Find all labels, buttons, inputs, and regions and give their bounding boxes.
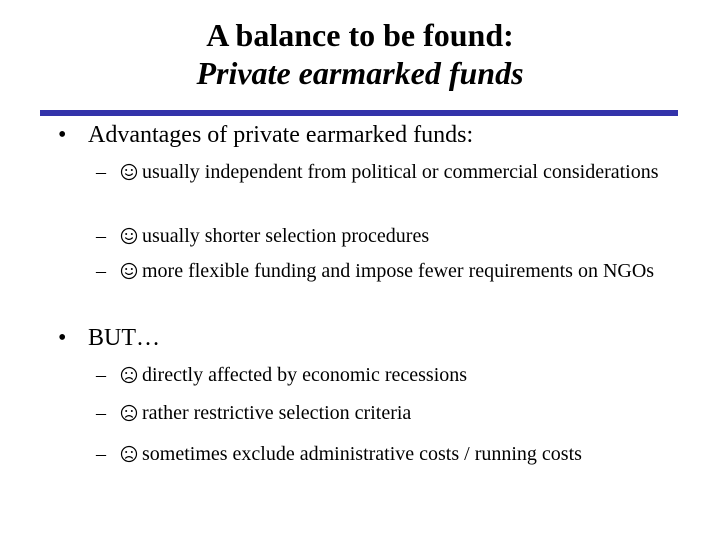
title-line-2: Private earmarked funds	[196, 55, 524, 91]
frowning-face-icon	[120, 445, 138, 463]
sub-bullet-drawback-1	[96, 360, 676, 390]
sub-bullet-text: directly affected by economic recessions	[142, 364, 468, 386]
dash-marker: –	[96, 443, 106, 465]
smiley-face-icon	[120, 227, 138, 245]
sub-bullet-text: more flexible funding and impose fewer requirements on NGOs	[142, 260, 655, 282]
bullet-text: Advantages of private earmarked funds:	[88, 122, 474, 148]
sub-bullet-drawback-2	[96, 398, 676, 428]
sub-bullet-advantage-1	[96, 157, 676, 187]
slide-title	[0, 16, 720, 92]
dash-marker: –	[96, 161, 106, 183]
sub-bullet-text: usually shorter selection procedures	[142, 225, 430, 247]
title-line-1: A balance to be found:	[206, 17, 514, 53]
smiley-face-icon	[120, 163, 138, 181]
sub-bullet-text: sometimes exclude administrative costs / running costs	[142, 443, 582, 465]
sub-bullet-drawback-3	[96, 439, 676, 469]
dash-marker: –	[96, 225, 106, 247]
sub-bullet-text: rather restrictive selection criteria	[142, 402, 412, 424]
sub-bullet-advantage-3	[96, 256, 676, 286]
title-divider	[40, 110, 678, 116]
dash-marker: –	[96, 402, 106, 424]
sub-bullet-advantage-2	[96, 221, 676, 251]
bullet-text: BUT…	[88, 325, 160, 351]
sub-bullet-text: usually independent from political or commercial considerations	[142, 161, 659, 183]
dash-marker: –	[96, 364, 106, 386]
bullet-marker: •	[58, 122, 67, 148]
dash-marker: –	[96, 260, 106, 282]
frowning-face-icon	[120, 366, 138, 384]
bullet-marker: •	[58, 325, 67, 351]
smiley-face-icon	[120, 262, 138, 280]
frowning-face-icon	[120, 404, 138, 422]
